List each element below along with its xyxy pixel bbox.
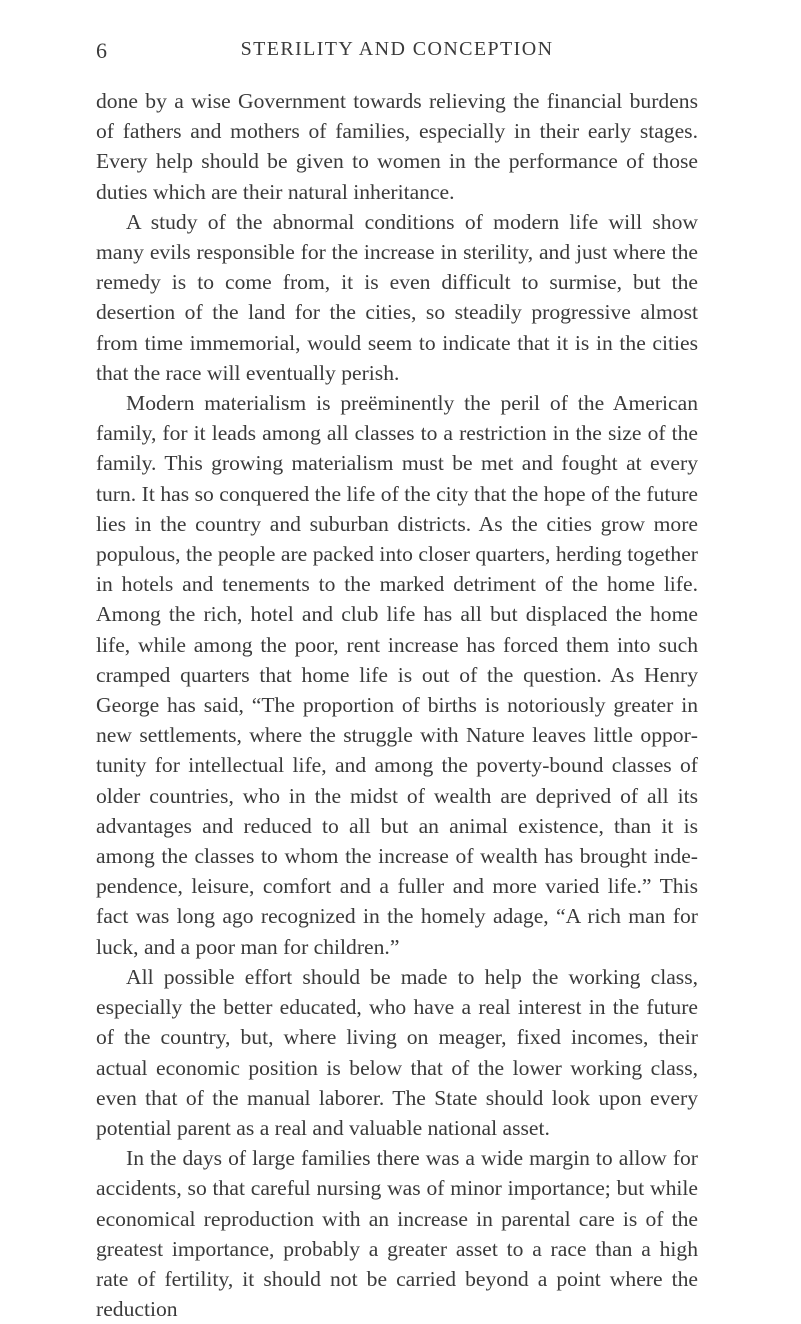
- body-text: [96, 86, 698, 1324]
- page-number: 6: [96, 38, 108, 63]
- paragraph-modern-materialism: Modern materialism is preëminently the peril of the American family, for it leads among all classes to a restriction in the size of the family. This growing materialism must be met and fought at every turn. It has so conquered the life of the city that the hope of the future lies in the country and suburban districts. As the cities grow more populous, the people are packed into closer quarters, herding together in hotels and tenements to the marked detriment of the home life. Among the rich, hotel and club life has all but displaced the home life, while among the poor, rent increase has forced them into such cramped quarters that home life is out of the question. As Henry George has said, “The proportion of births is notoriously greater in new settlements, where the struggle with Nature leaves little opportunity for intellectual life, and among the poverty-bound classes of older countries, who in the midst of wealth are deprived of all its advantages and reduced to all but an animal existence, than it is among the classes to whom the increase of wealth has brought independence, leisure, comfort and a fuller and more varied life.” This fact was long ago recognized in the homely adage, “A rich man for luck, and a poor man for children.”: [96, 391, 698, 959]
- paragraph-continued: done by a wise Government towards relieving the financial burdens of fathers and mothers of families, especially in their early stages. Every help should be given to women in the performance of those duties which are their natural inheritance.: [96, 89, 698, 204]
- paragraph-working-class: All possible effort should be made to help the working class, especially the better educated, who have a real interest in the future of the country, but, where living on meager, fixed incomes, their actual economic position is below that of the lower working class, even that of the manual laborer. The State should look upon every potential parent as a real and valuable national asset.: [96, 964, 698, 1140]
- paragraph-sterility-causes: A study of the abnormal conditions of modern life will show many evils responsible for the increase in sterility, and just where the remedy is to come from, it is even difficult to surmise, but the desertion of the land for the cities, so steadily progressive almost from time immemorial, would seem to indicate that it is in the cities that the race will eventually perish.: [96, 209, 698, 385]
- running-title: STERILITY AND CONCEPTION: [240, 38, 554, 60]
- paragraph-large-families: In the days of large families there was a wide margin to allow for accidents, so that careful nursing was of minor importance; but while economical reproduction with an increase in parental care is of the greatest importance, probably a greater asset to a race than a high rate of fertility, it should not be carried beyond a point where the reduction: [96, 1146, 698, 1322]
- page-header: [96, 38, 698, 66]
